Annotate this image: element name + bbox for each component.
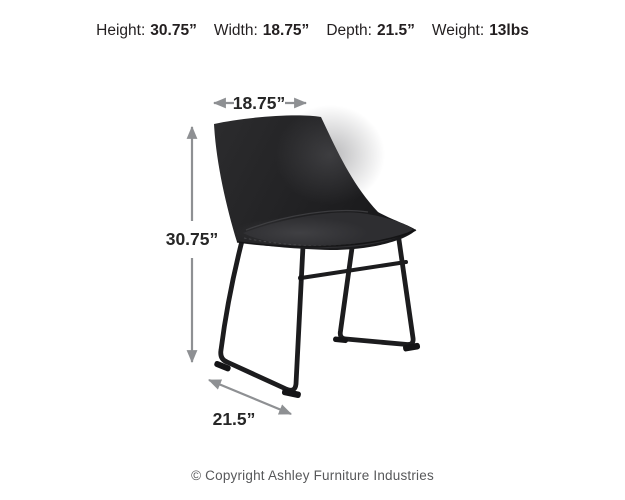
chair-crossbar-joint <box>298 275 304 281</box>
chair-seat-sheen <box>232 217 368 249</box>
copyright-notice: © Copyright Ashley Furniture Industries <box>191 468 434 483</box>
chair-left-sled-leg <box>221 237 303 390</box>
spec-depth-label: Depth: <box>326 22 372 39</box>
chair-right-sled-leg <box>340 233 413 345</box>
spec-height-value: 30.75” <box>150 22 197 39</box>
height-dimension <box>166 127 219 362</box>
spec-width-value: 18.75” <box>262 22 310 39</box>
width-dimension-label: 18.75” <box>232 93 286 113</box>
spec-depth-value: 21.5” <box>376 22 415 39</box>
chair-crossbar <box>301 262 406 278</box>
spec-height-label: Height: <box>96 22 146 39</box>
chair-illustration <box>213 105 420 399</box>
chair-back-sheen <box>275 105 385 205</box>
height-dimension-label: 30.75” <box>165 229 219 249</box>
spec-width-label: Width: <box>213 22 258 39</box>
width-dimension <box>214 93 306 113</box>
spec-weight-value: 13lbs <box>489 22 529 39</box>
spec-weight-label: Weight: <box>431 22 485 39</box>
depth-dimension-label: 21.5” <box>212 409 256 429</box>
